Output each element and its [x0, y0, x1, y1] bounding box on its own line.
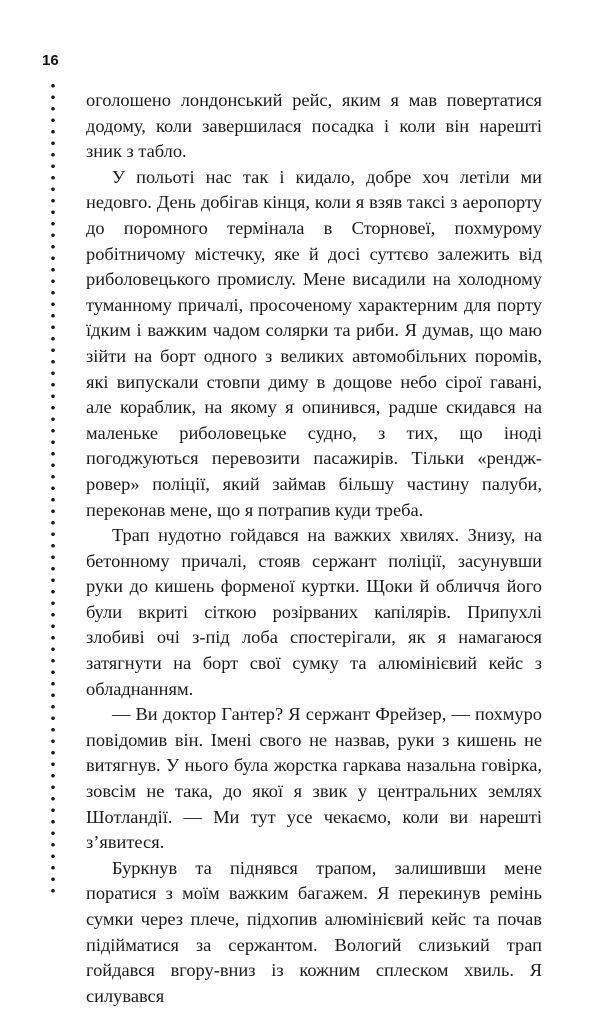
body-text [86, 88, 542, 1009]
paragraph: Трап нудотно гойдався на важких хвилях. Знизу, на бетонному причалі, стояв сержант поліції, засунувши руки до кишень форменої куртки. Щоки й обличчя його були вкриті сіткою розірваних капілярів. Припухлі злобиві очі з-під лоба спостерігали, як я намагаюся затягнути на борт свої сумку та алюмінієвий кейс з обладнанням. [86, 525, 542, 699]
page-number: 16 [42, 52, 59, 69]
paragraph: Буркнув та піднявся трапом, залишивши мене поратися з моїм важким багажем. Я перекинув ремінь сумки через плече, підхопив алюмінієвий кейс та почав підійматися за сержантом. Вологий слизький трап гойдався вгору-вниз із кожним сплеском хвиль. Я силувався [86, 857, 542, 1006]
paragraph: — Ви доктор Гантер? Я сержант Фрейзер, — похмуро повідомив він. Імені свого не назвав, руки з кишень не витягнув. У нього була жорстка гаркава назальна говірка, зовсім не така, до якої я звик у центральних землях Шотландії. — Ми тут усе чекаємо, коли ви нарешті з’явитеся. [86, 704, 542, 853]
paragraph: оголошено лондонський рейс, яким я мав повертатися додому, коли завершилася посадка і коли він нарешті зник з табло. [86, 90, 542, 162]
paragraph: У польоті нас так і кидало, добре хоч летіли ми недовго. День добігав кінця, коли я взяв таксі з аеропорту до поромного термінала в Сторновеї, похмурому робітничому містечку, яке й досі суттєво залежить від риболовецького промислу. Мене висадили на холодному туманному причалі, просоченому характерним для порту їдким і важким чадом солярки та риби. Я думав, що маю зійти на борт одного з великих автомобільних поромів, які випускали стовпи диму в дощове небо сірої гавані, але кораблик, на якому я опинився, радше скидався на маленьке риболовецьке судно, з тих, що іноді погоджуються перевозити пасажирів. Тільки «рендж-ровер» поліції, який займав більшу частину палуби, переконав мене, що я потрапив куди треба. [86, 166, 542, 520]
dotted-margin-rule [50, 80, 56, 898]
